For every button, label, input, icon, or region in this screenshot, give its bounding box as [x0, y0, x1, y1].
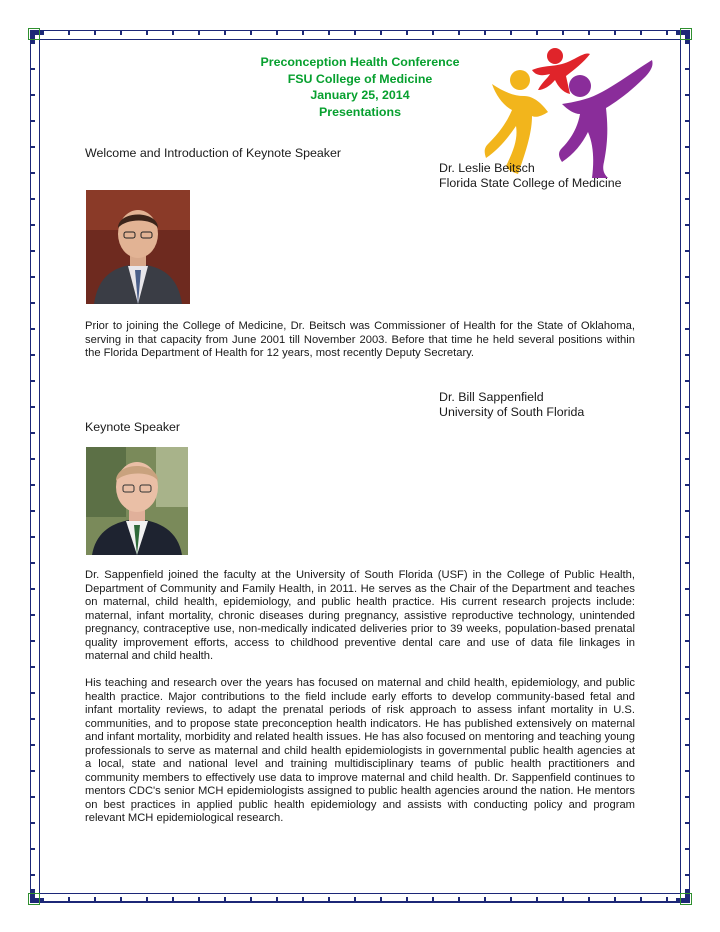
speaker2-bio-paragraph-1: Dr. Sappenfield joined the faculty at the University of South Florida (USF) in the College of Public Health, Department of Community and Family Health, in 2011. He serves as the Chair of the Department and teaches on maternal, child health, epidemiology, and public health practice. His current research projects include: maternal, infant mortality, chronic diseases during pregnancy, assistive reproductive technology, unintended pregnancy, contraceptive use, non-medically indicated deliveries prior to 39 weeks, population-based prenatal quality improvement efforts, access to childhood preventive dental care and use of data file linkages in maternal and child health. [85, 569, 635, 662]
welcome-section-title: Welcome and Introduction of Keynote Speaker [85, 146, 341, 160]
border-corner-bottom-right [680, 893, 692, 905]
speaker2-organization: University of South Florida [439, 405, 585, 419]
logo-figure-yellow [485, 70, 548, 174]
border-corner-bottom-left [28, 893, 40, 905]
speaker1-bio: Prior to joining the College of Medicine, Dr. Beitsch was Commissioner of Health for the State of Oklahoma, serving in that capacity from June 2001 till November 2003. Before that time he held several positions within the Florida Department of Health for 12 years, most recently Deputy Secretary. [85, 320, 635, 359]
border-corner-top-right [680, 28, 692, 40]
conference-header [240, 54, 480, 120]
header-date: January 25, 2014 [310, 88, 410, 102]
page-border-ticks-bottom [44, 897, 676, 901]
logo-figure-purple [559, 60, 653, 178]
header-institution: FSU College of Medicine [287, 71, 433, 86]
page-border-ticks-left [31, 44, 35, 889]
header-title: Preconception Health Conference [260, 55, 460, 69]
speaker1-organization: Florida State College of Medicine [439, 176, 622, 190]
page-border-ticks-right [685, 44, 689, 889]
page-border-ticks-top [44, 31, 676, 35]
conference-logo [462, 46, 662, 178]
speaker1-name: Dr. Leslie Beitsch [439, 161, 535, 175]
speaker2-photo [86, 447, 188, 555]
speaker1-photo [86, 190, 190, 304]
speaker2-bio-paragraph-2: His teaching and research over the years has focused on maternal and child health, epidemiology, and public health practice. Major contributions to the field include early efforts to develop community-based fetal and infant mortality reviews, to adapt the prenatal periods of risk approach to assess infant mortality in U.S. communities, and to propose state preconception health indicators. He has published extensively on maternal and infant mortality, morbidity and related health issues. He has also focused on mentoring and teaching young professionals to serve as maternal and child health epidemiologists in governmental public health agencies at a local, state and national level and training multidisciplinary teams of public health practitioners and community members to effectively use data to improve maternal and child health. Dr. Sappenfield continues to mentors CDC's senior MCH epidemiologists assigned to public health agencies around the nation. He mentors on best practices in applied public health epidemiology and assists with conducting policy and program relevant MCH epidemiological research. [85, 677, 635, 824]
header-subtitle: Presentations [319, 104, 401, 119]
keynote-speaker-label: Keynote Speaker [85, 420, 181, 434]
border-corner-top-left [28, 28, 40, 40]
speaker2-name: Dr. Bill Sappenfield [439, 390, 544, 404]
